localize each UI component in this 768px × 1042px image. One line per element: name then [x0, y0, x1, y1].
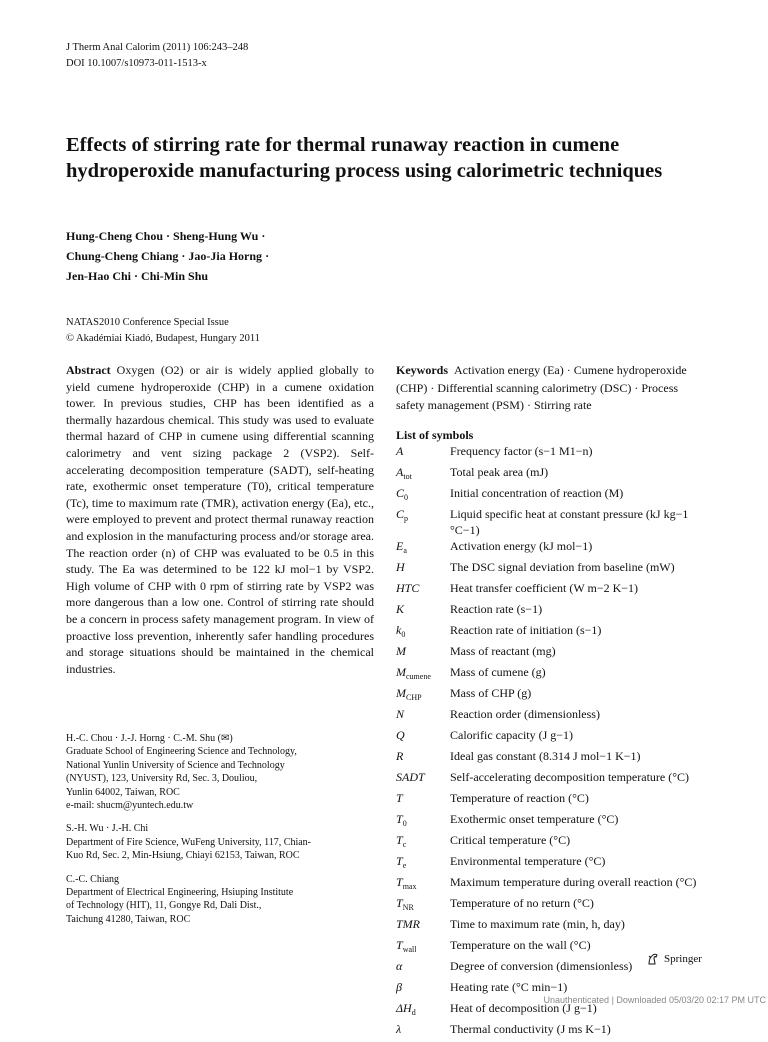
symbol: $T_c$	[396, 833, 407, 849]
symbol-row	[396, 464, 708, 485]
symbol: N	[396, 707, 405, 721]
paper-title: Effects of stirring rate for thermal runaway reaction in cumene hydroperoxide manufacturing process using calorimetric techniques	[66, 134, 663, 182]
symbol-row	[396, 559, 708, 580]
symbol-row	[396, 443, 708, 464]
author-name[interactable]: Jen-Hao Chi	[66, 269, 132, 283]
symbol: T	[396, 791, 403, 805]
symbol-definition: Exothermic onset temperature (°C)	[450, 812, 619, 826]
springer-horse-icon	[646, 952, 660, 966]
affiliation-line: (NYUST), 123, University Rd, Sec. 3, Douliou,	[66, 773, 258, 785]
affiliation-line: of Technology (HIT), 11, Gongye Rd, Dali Dist.,	[66, 900, 262, 912]
author-list	[66, 226, 272, 286]
author-name[interactable]: Sheng-Hung Wu	[173, 229, 259, 243]
symbol-definition: Liquid specific heat at constant pressure (kJ kg−1 °C−1)	[450, 507, 689, 537]
symbol: R	[396, 749, 404, 763]
author-line	[66, 266, 272, 286]
publisher-name: Springer	[664, 953, 702, 965]
journal-header	[66, 40, 248, 72]
symbol-definition: Heat of decomposition (J g−1)	[450, 1001, 597, 1015]
author-line	[66, 226, 272, 246]
issue-info	[66, 315, 260, 347]
symbol-definition: Ideal gas constant (8.314 J mol−1 K−1)	[450, 749, 641, 763]
symbol: Q	[396, 728, 405, 742]
symbol-definition: Temperature of no return (°C)	[450, 896, 594, 910]
email-link[interactable]: e-mail: shucm@yuntech.edu.tw	[66, 800, 194, 812]
symbol-definition: Reaction rate (s−1)	[450, 602, 543, 616]
symbol-definition: Heat transfer coefficient (W m−2 K−1)	[450, 581, 639, 595]
special-issue: NATAS2010 Conference Special Issue	[66, 317, 229, 328]
symbol-definition: Temperature of reaction (°C)	[450, 791, 589, 805]
affiliation-line: Yunlin 64002, Taiwan, ROC	[66, 786, 180, 798]
author-name[interactable]: Jao-Jia Horng	[188, 249, 263, 263]
symbol: $T_{wall}$	[396, 938, 417, 954]
affiliation-authors: C.-C. Chiang	[66, 873, 120, 885]
symbol-definition: Critical temperature (°C)	[450, 833, 571, 847]
symbol-row	[396, 664, 708, 685]
symbol-definition: Degree of conversion (dimensionless)	[450, 959, 633, 973]
symbol-definition: Frequency factor (s−1 M1−n)	[450, 444, 593, 458]
symbol-definition: Reaction rate of initiation (s−1)	[450, 623, 602, 637]
symbol-row	[396, 811, 708, 832]
symbol-row	[396, 853, 708, 874]
symbol: TMR	[396, 917, 420, 931]
affiliation-line: National Yunlin University of Science and Technology	[66, 759, 285, 771]
symbol-row	[396, 706, 708, 727]
symbol-row	[396, 748, 708, 769]
symbol-row	[396, 485, 708, 506]
author-name[interactable]: Chi-Min Shu	[141, 269, 209, 283]
author-name[interactable]: Hung-Cheng Chou	[66, 229, 164, 243]
symbol-row	[396, 538, 708, 559]
symbol: $k_0$	[396, 623, 406, 639]
affiliation-line: Kuo Rd, Sec. 2, Min-Hsiung, Chiayi 62153, Taiwan, ROC	[66, 850, 300, 862]
symbol: $M_{CHP}$	[396, 686, 422, 702]
symbol: β	[396, 980, 402, 994]
author-separator: ·	[134, 269, 139, 283]
author-separator: ·	[265, 249, 270, 263]
author-line	[66, 246, 272, 266]
affiliation	[66, 873, 376, 927]
symbol: $T_{NR}$	[396, 896, 414, 912]
symbol: $A_{tot}$	[396, 465, 412, 481]
abstract-text: Oxygen (O2) or air is widely applied globally to yield cumene hydroperoxide (CHP) in a cumene oxidation tower. In previous studies, CHP has been identified as a thermally hazardous chemical. This study was used to evaluate thermal hazard of CHP in cumene using differential scanning calorimetry and vent sizing package 2 (VSP2). Self-accelerating decomposition temperature (SADT), self-heating rate, exothermic onset temperature (T0), critical temperature (Tc), time to maximum rate (TMR), activation energy (Ea), etc., were employed to prevent and protect thermal runaway reaction and explosion in the manufacturing process and/or storage area. The reaction order (n) of CHP was evaluated to be 0.5 in this study. The Ea was determined to be 122 kJ mol−1 by VSP2. High volume of CHP with 0 rpm of stirring rate by VSP2 was more dangerous than a low one. Control of stirring rate should be a concern in process safety management program. In view of proactive loss prevention, inherently safer handling procedures and storage situations should be maintained in the chemical industries.	[66, 363, 374, 676]
affiliation-line: Graduate School of Engineering Science and Technology,	[66, 746, 297, 758]
author-separator: ·	[166, 229, 171, 243]
symbol-definition: Initial concentration of reaction (M)	[450, 486, 624, 500]
affiliation	[66, 822, 376, 862]
symbol-definition: Mass of reactant (mg)	[450, 644, 556, 658]
symbol-definition: Total peak area (mJ)	[450, 465, 549, 479]
symbol: $T_{max}$	[396, 875, 417, 891]
abstract-label: Abstract	[66, 363, 111, 377]
affiliation-line: Department of Fire Science, WuFeng University, 117, Chian-	[66, 836, 312, 848]
symbol-definition: Time to maximum rate (min, h, day)	[450, 917, 625, 931]
affiliation-line: Department of Electrical Engineering, Hsiuping Institute	[66, 887, 294, 899]
symbol-definition: Temperature on the wall (°C)	[450, 938, 591, 952]
symbol-row	[396, 769, 708, 790]
symbol: H	[396, 560, 405, 574]
journal-citation: J Therm Anal Calorim (2011) 106:243–248	[66, 42, 249, 53]
affiliation	[66, 732, 376, 812]
symbol-row	[396, 643, 708, 664]
symbol-definition: Heating rate (°C min−1)	[450, 980, 568, 994]
keywords-text: Activation energy (Ea) · Cumene hydroperoxide (CHP) · Differential scanning calorimetry (DSC) · Process safety management (PSM) · Stirring rate	[396, 363, 687, 413]
affiliation-authors: H.-C. Chou · J.-J. Horng · C.-M. Shu (✉)	[66, 733, 233, 744]
symbol-definition: Self-accelerating decomposition temperature (°C)	[450, 770, 690, 784]
symbol-definition: Reaction order (dimensionless)	[450, 707, 600, 721]
affiliation-line: Taichung 41280, Taiwan, ROC	[66, 913, 191, 925]
publisher-logo[interactable]	[646, 952, 702, 966]
symbol-row	[396, 685, 708, 706]
symbol-row	[396, 916, 708, 937]
symbol-row	[396, 1021, 708, 1042]
symbol: $T_0$	[396, 812, 407, 828]
symbol-row	[396, 832, 708, 853]
symbol-definition: Activation energy (kJ mol−1)	[450, 539, 593, 553]
symbol: $T_e$	[396, 854, 407, 870]
symbol-row	[396, 506, 708, 538]
symbol-row	[396, 580, 708, 601]
symbol: K	[396, 602, 405, 616]
symbol-row	[396, 727, 708, 748]
symbol-definition: Maximum temperature during overall reaction (°C)	[450, 875, 697, 889]
symbol: HTC	[396, 581, 420, 595]
author-name[interactable]: Chung-Cheng Chiang	[66, 249, 179, 263]
symbol: A	[396, 444, 404, 458]
symbol-definition: Environmental temperature (°C)	[450, 854, 606, 868]
symbols-title: List of symbols	[396, 428, 474, 442]
affiliation-authors: S.-H. Wu · J.-H. Chi	[66, 823, 149, 835]
symbol-row	[396, 874, 708, 895]
keywords	[396, 362, 706, 415]
symbol: $\Delta H_d$	[396, 1001, 416, 1017]
symbol-definition: Mass of cumene (g)	[450, 665, 546, 679]
author-separator: ·	[261, 229, 266, 243]
symbol-row	[396, 895, 708, 916]
symbol-definition: Calorific capacity (J g−1)	[450, 728, 574, 742]
symbol: SADT	[396, 770, 425, 784]
symbol: $C_0$	[396, 486, 409, 502]
symbol: α	[396, 959, 403, 973]
author-separator: ·	[181, 249, 186, 263]
symbol: λ	[396, 1022, 402, 1036]
symbol-row	[396, 790, 708, 811]
symbol: $E_a$	[396, 539, 407, 555]
symbol: $M_{cumene}$	[396, 665, 431, 681]
symbol-definition: Thermal conductivity (J ms K−1)	[450, 1022, 611, 1036]
doi[interactable]: DOI 10.1007/s10973-011-1513-x	[66, 58, 207, 69]
copyright: © Akadémiai Kiadó, Budapest, Hungary 2011	[66, 333, 260, 344]
symbol: $C_p$	[396, 507, 409, 523]
abstract	[66, 362, 374, 677]
keywords-label: Keywords	[396, 363, 448, 377]
symbol: M	[396, 644, 406, 658]
symbol-definition: The DSC signal deviation from baseline (mW)	[450, 560, 675, 574]
symbol-row	[396, 622, 708, 643]
download-footer: Unauthenticated | Downloaded 05/03/20 02:17 PM UTC	[543, 995, 766, 1005]
symbol-definition: Mass of CHP (g)	[450, 686, 532, 700]
symbol-row	[396, 601, 708, 622]
affiliations	[66, 732, 376, 936]
